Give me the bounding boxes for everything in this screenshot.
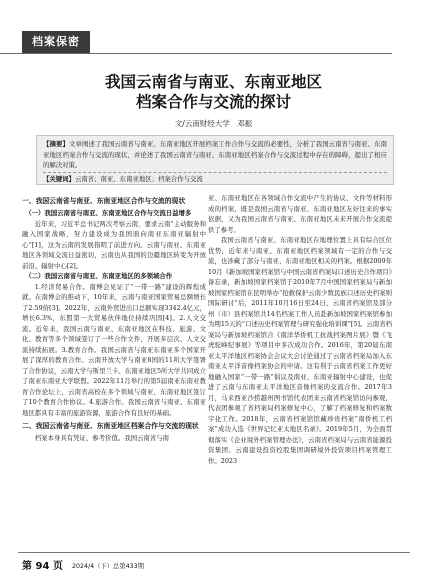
author-line: 文/云南财经大学 邓振 — [174, 119, 253, 128]
paragraph: 亚、东南亚地区在各领域合作交流中产生的协议、文件等材料形成的档案，既是我国云南省与南亚、东南亚地区友好往来的事实依据，又为我国云南省与南亚、东南亚地区未来开展合作交流提供了参考。 — [208, 194, 392, 234]
abstract-label: 【摘要】 — [43, 140, 69, 148]
subheading-1-2: （二）我国云南省与南亚、东南亚地区的多领域合作 — [25, 272, 173, 280]
issue-info: 2024/4（下）总第433期 — [71, 563, 144, 570]
left-column — [22, 193, 206, 545]
article-title-line-2: 档案合作与交流的探讨 — [135, 93, 291, 111]
paragraph: 我国云南省与南亚、东南亚地区在地理位置上具有综合区位优势，近年来与南亚、东南亚地区档案领域有一定的合作与交流，也涉藏了部分与南亚、东南亚地区相关的档案。根据2009年10月《新加坡国家档案馆与中国云南省档案局口述历史合作项目》备忘录，新加坡国家档案馆于2010年7月中国国家档案局与新加坡国家档案馆在昆明举办“抢救保护云南少数民族口述历史档案则国际研讨”后，2011年10月16日至24日，云南省档案馆及部分州（市）县档案馆共14名档案工作人员赴新加坡国家档案馆参加为期15天的“口述历史档案管理与研究强化培训课”[5]。云南省档案局与新加坡档案馆合《南洋华侨机工抗战档案图片展》暨《飞虎驼峰纪事展》等项目中多次成功合作。2016年，第20届东南亚太平洋地区档案协会会议大会讨论通过了云南省档案局加入东南亚太平洋音像档案协会的申请。这有利于云南省档案工作更好地融入国家“一带一路”倡议及南亚、东南亚辐射中心建设，也促进了云南与东南亚太平洋地区音像档案的交流合作。2017年3月，马来西亚沙捞越州图书馆代表团来云南省档案馆访问参观，代表团参观了省档案局档案修复中心，了解了档案修复和档案数字化工作。2018年，云南省档案馆馆藏珍贵档案“南侨机工档案”成功入选《世界记忆亚太地区名录》。2019年5月，为全面贯彻落实《企业境外档案管理办法》，云南省档案局与云南省能源投资集团、云南建设投资控股集团调研境外投资项目档案管理工作。2023 — [208, 236, 392, 465]
keywords-text: 云南省；南亚、东南亚地区；档案合作与交流 — [74, 175, 203, 183]
paragraph: 档案本身具有凭证、参考价值。我国云南省与南 — [34, 434, 169, 442]
keywords-label: 【关键词】 — [43, 175, 75, 183]
paragraph: 1.经济贸易合作。南博会见证了“一带一路”建设的辉煌成就。在南博会的推动下，10年来，云南与南亚国家贸易总额增长了2.59倍[3]。2022年，云南外贸进出口总额实现3342.4亿元，增长6.3%，东盟第一大贸易伙伴地位持续巩固[4]。2.人文交流。近年来，我国云南与南亚、东南亚地区在科技、旅游、文化、教育等多个领域签订了一些合作文件，开展多层次、人文交流持续拓展。3.教育合作。我国云南省与南亚东南亚多个国家开展了深厚的教育合作。云南开放大学与南亚8国的11所大学签署了合作协议，云南大学与斯里兰卡、东南亚地区5所大学共同成立了南亚东南亚大学联盟。2022年11月举行的第5届南亚东南亚教育合作论坛上，云南省高校在多个领域与南亚、东南亚地区签订了10个教育合作协议。4.旅游合作。我国云南省与南亚、东南亚地区都具有丰富的旅游资源，旅游合作有良好的基础。 — [22, 282, 206, 417]
right-column — [208, 193, 392, 557]
keywords — [37, 173, 393, 185]
paragraph: 近年来，习近平总书记两次考察云南，要求云南“主动服务和融入国家战略，努力建设成为我国面向南亚东南亚辐射中心”[1]，这为云南的发展指明了前进方向。云南与南亚、东南亚地区各领域交流日益密切，云南也从我国的边疆地区转变为开放前沿、辐射中心[2]。 — [22, 219, 206, 270]
abstract-text: 文章阐述了我国云南省与南亚、东南亚地区开展档案工作合作与交流的必要性，分析了我国云南省与南亚、东南亚地区档案合作与交流的现状，并论述了我国云南省与南亚、东南亚地区档案合作与交流过程中存在的障碍，提出了相应的解决对策。 — [43, 140, 388, 169]
abstract-box — [36, 135, 394, 185]
article-title-line-1: 我国云南省与南亚、东南亚地区 — [104, 73, 322, 91]
heading-section-2: 二、我国云南省与南亚、东南亚地区档案合作与交流的现状 — [22, 422, 199, 430]
page-footer — [22, 554, 144, 573]
section-label: 档案保密 — [22, 31, 90, 53]
page-number: 第 94 页 — [22, 561, 63, 572]
section-header-band — [0, 31, 392, 54]
abstract — [37, 136, 393, 170]
subheading-1-1: （一）我国云南省与南亚、东南亚地区合作与交流日益增多 — [25, 209, 192, 217]
footer-rule — [18, 552, 410, 553]
heading-section-1: 一、我国云南省与南亚、东南亚地区合作与交流的现状 — [22, 197, 186, 205]
